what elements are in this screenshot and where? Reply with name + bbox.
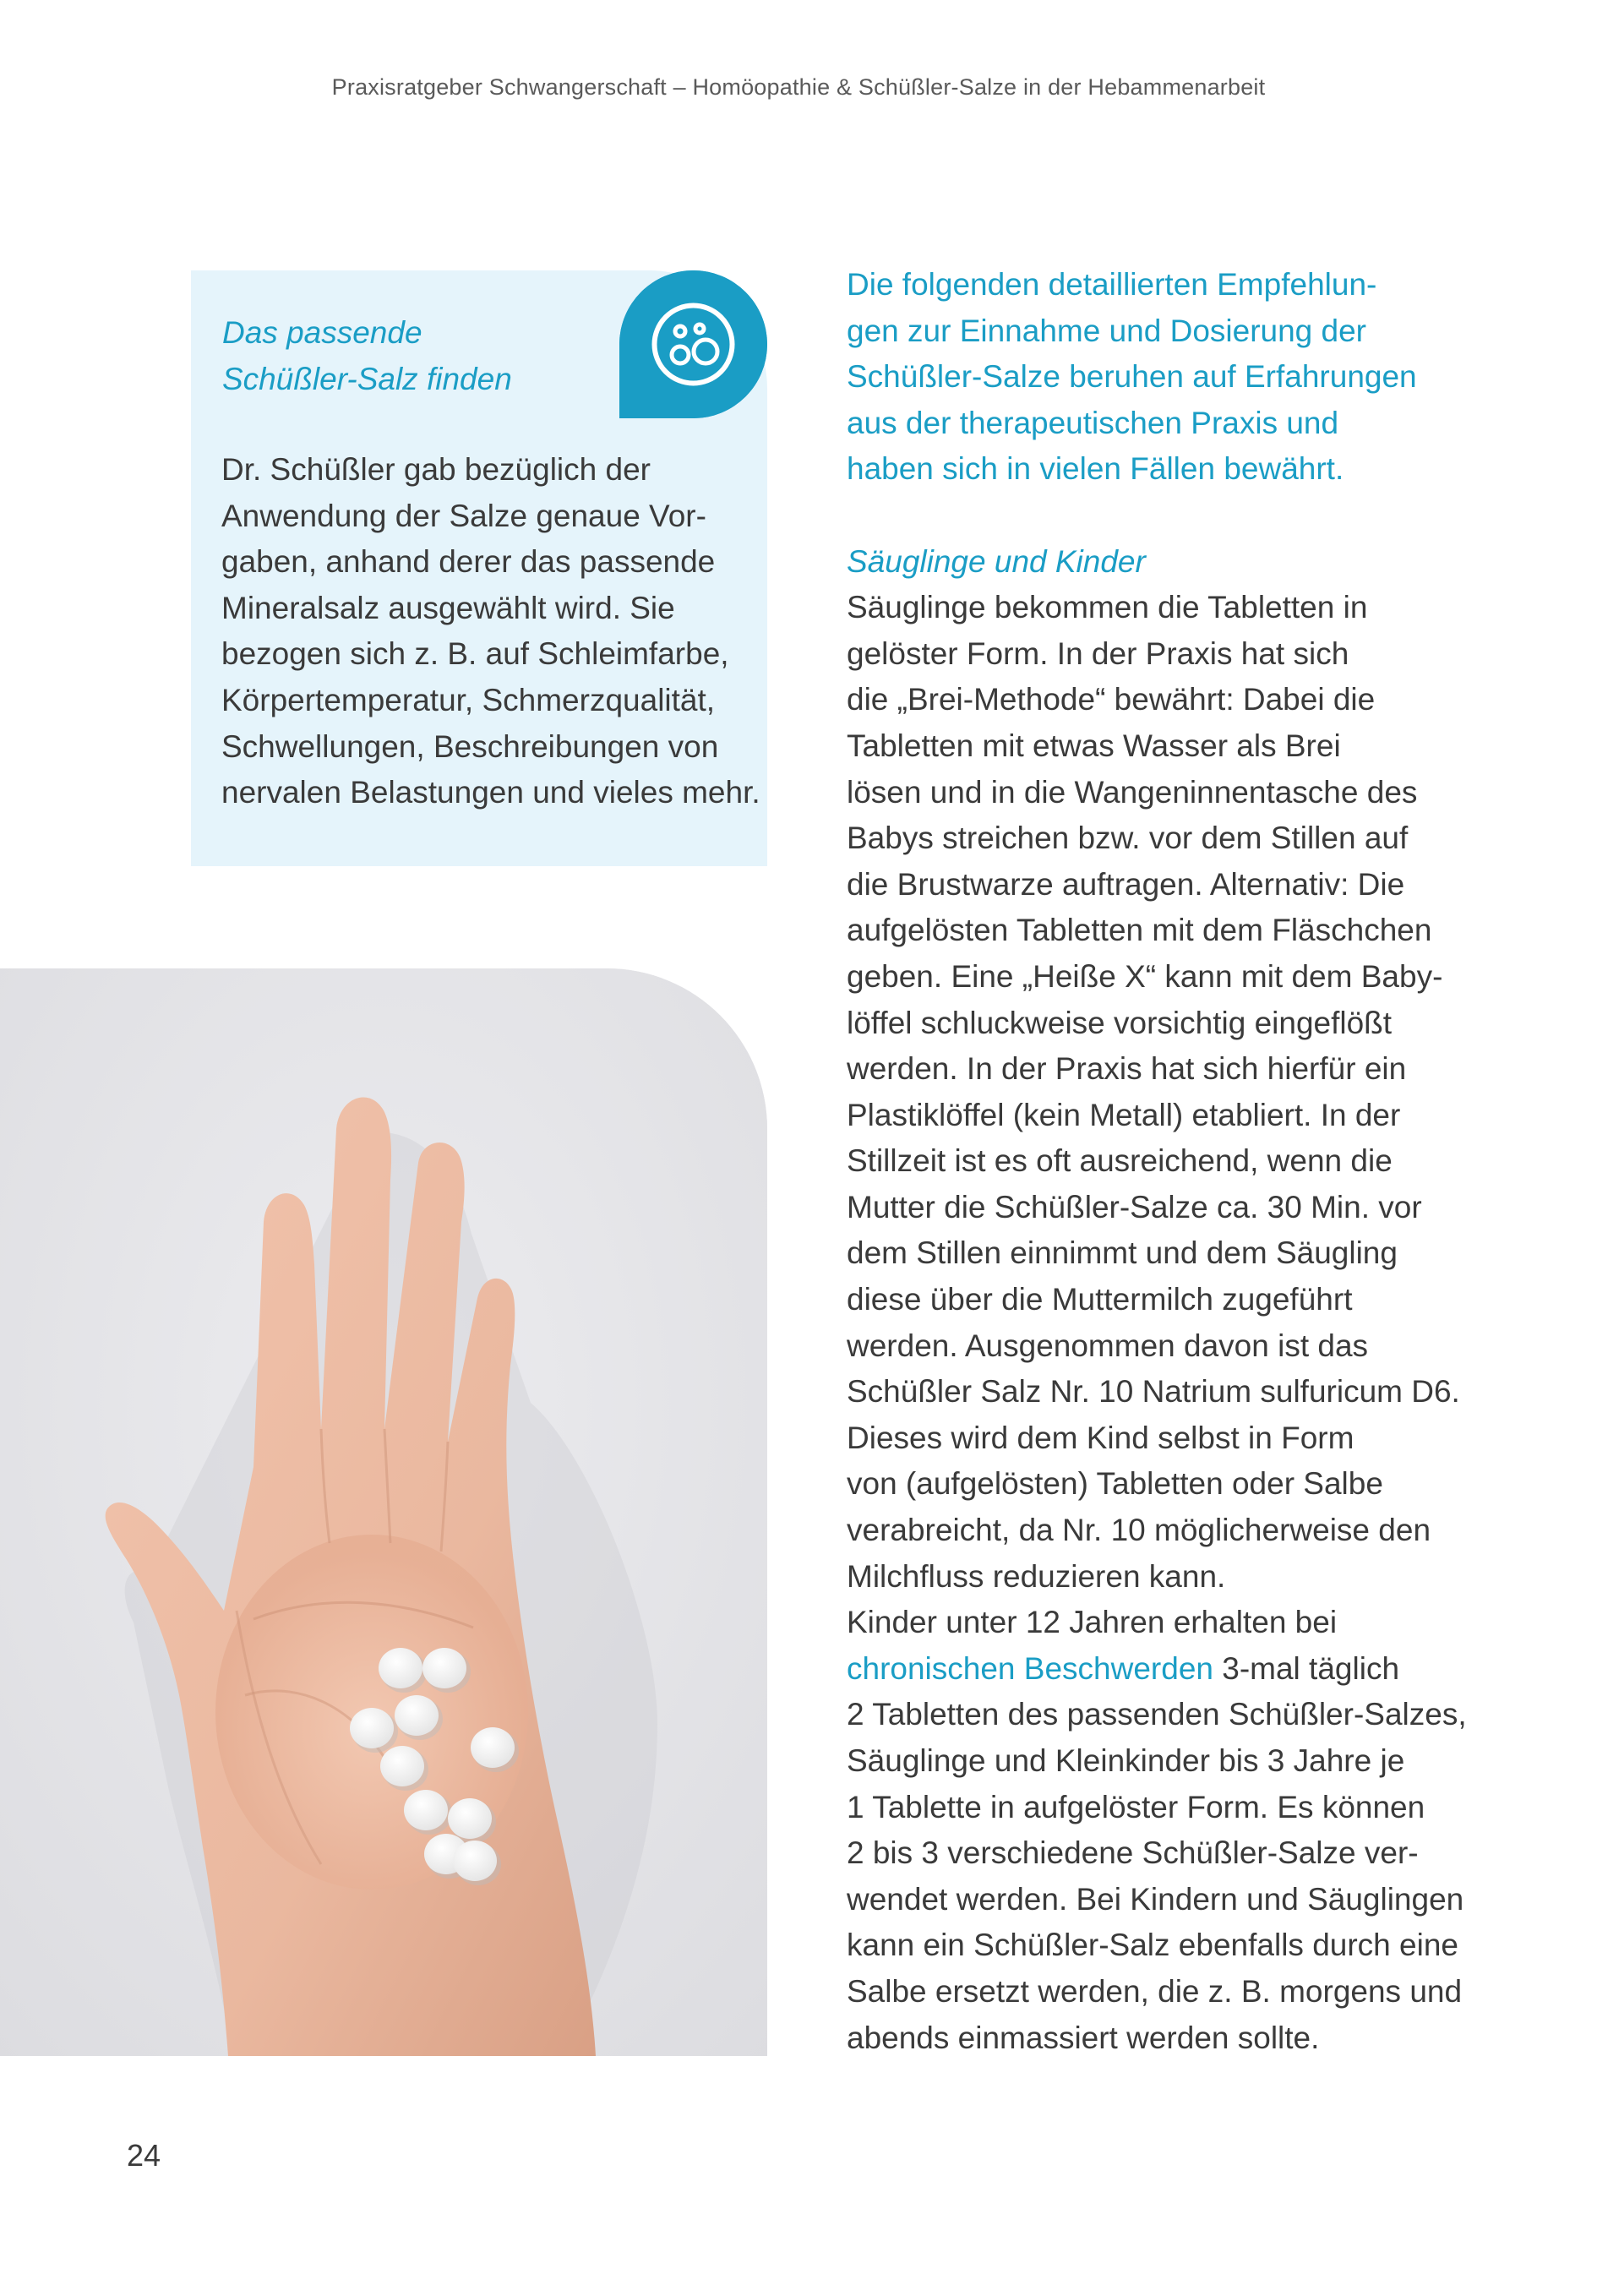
intro-paragraph: Die folgenden detaillierten Empfehlun- gen zur Einnahme und Dosierung der Schüßler-Salze beruhen auf Erfahrungen aus der therapeutischen Praxis und haben sich in vielen Fällen bewährt. bbox=[847, 267, 1417, 487]
highlight-phrase: chronischen Beschwerden bbox=[847, 1650, 1213, 1686]
info-box-text: Dr. Schüßler gab bezüglich der Anwendung der Salze genaue Vor- gaben, anhand derer das passende Mineralsalz ausgewählt wird. Sie bezogen sich z. B. auf Schleimfarbe, Körpertemperatur, Schmerzqualität, Schwellungen, Beschreibungen von nervalen Belastungen und vieles mehr. bbox=[221, 452, 760, 810]
hand-with-tablets-photo bbox=[0, 968, 767, 2056]
right-column bbox=[847, 262, 1467, 2061]
hand-illustration bbox=[0, 968, 767, 2056]
tablets-icon bbox=[619, 270, 767, 418]
highlight-line: chronischen Beschwerden 3-mal täglich bbox=[847, 1650, 1400, 1686]
info-box-title: Das passende Schüßler-Salz finden bbox=[222, 315, 512, 396]
section-subheading: Säuglinge und Kinder bbox=[847, 543, 1146, 579]
page-number: 24 bbox=[127, 2138, 161, 2173]
running-head: Praxisratgeber Schwangerschaft – Homöopathie & Schüßler-Salze in der Hebammenarbeit bbox=[331, 74, 1266, 100]
body-paragraph: Säuglinge bekommen die Tabletten in gelöster Form. In der Praxis hat sich die „Brei-Methode“ bewährt: Dabei die Tabletten mit etwas Wasser als Brei lösen und in die Wangeninnentasche des Babys streichen bzw. vor dem Stillen auf die Brustwarze auftragen. Alternativ: Die aufgelösten Tabletten mit dem Fläschchen geben. Eine „Heiße X“ kann mit dem Baby- löffel schluckweise vorsichtig eingeflößt werden. In der Praxis hat sich hierfür ein Plastiklöffel (kein Metall) etabliert. In der Stillzeit ist es oft ausreichend, wenn die Mutter die Schüßler-Salze ca. 30 Min. vor dem Stillen einnimmt und dem Säugling diese über die Muttermilch zugeführt werden. Ausgenommen davon ist das Schüßler Salz Nr. 10 Natrium sulfuricum D6. Dieses wird dem Kind selbst in Form von (aufgelösten) Tabletten oder Salbe verabreicht, da Nr. 10 möglicherweise den Milchfluss reduzieren kann. Kinder unter 12 Jahren erhalten bei chronischen Beschwerden 3-mal täglich 2 Tabletten des passenden Schüßler-Salzes, Säuglinge und Kleinkinder bis 3 Jahre je 1 Tablette in aufgelöster Form. Es können 2 bis 3 verschiedene Schüßler-Salze ver- wendet werden. Bei Kindern und Säuglingen kann ein Schüßler-Salz ebenfalls durch eine Salbe ersetzt werden, die z. B. morgens und abends einmassiert werden sollte. bbox=[847, 590, 1467, 2055]
